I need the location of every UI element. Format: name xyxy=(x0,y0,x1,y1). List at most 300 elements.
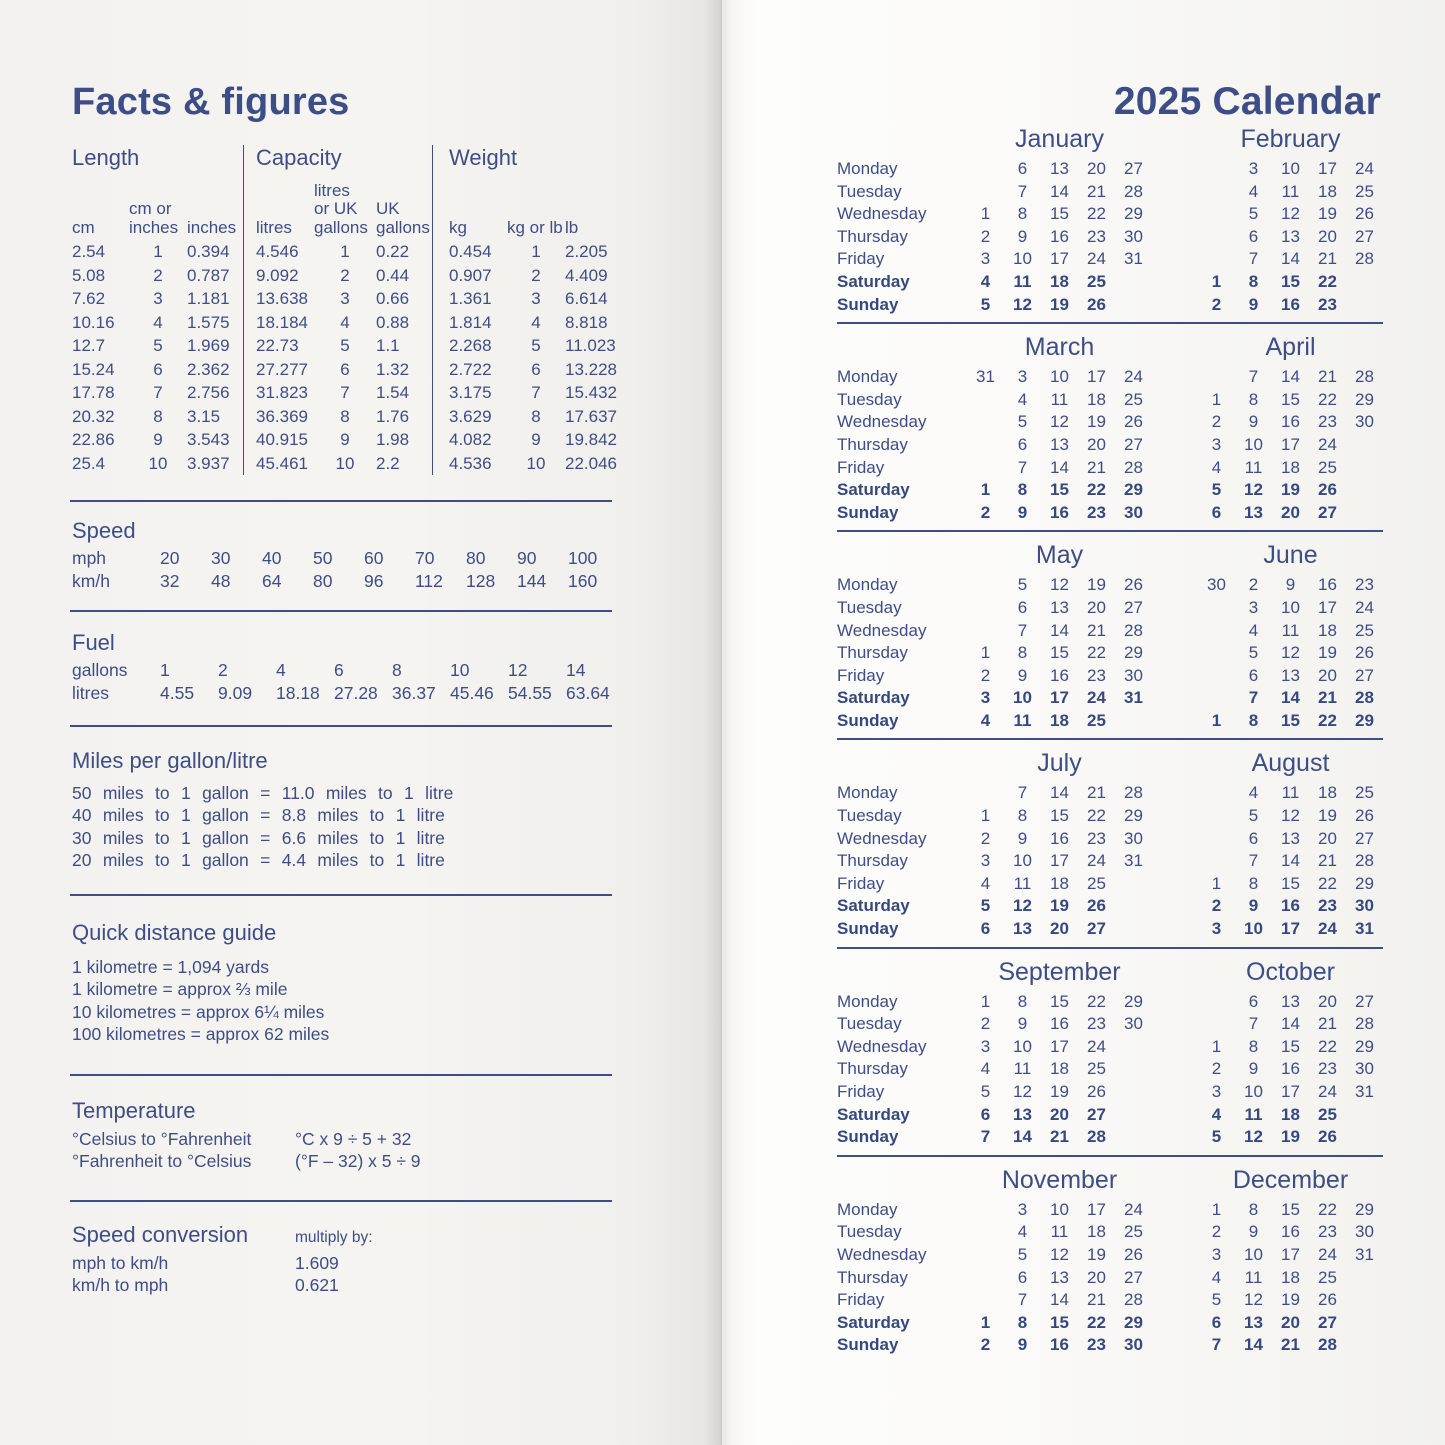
date-cell: 14 xyxy=(1281,249,1300,269)
conversion-group-length xyxy=(72,145,243,475)
date-cell: 26 xyxy=(1087,294,1106,314)
date-cell: 9 xyxy=(1017,665,1028,685)
distance-section xyxy=(72,920,612,1045)
date-cell: 17 xyxy=(1281,919,1300,939)
day-label: Monday xyxy=(837,367,898,387)
text-line: 20 miles to 1 gallon = 4.4 miles to 1 litre xyxy=(72,849,445,870)
date-cell: 24 xyxy=(1355,597,1374,617)
date-cell: 22 xyxy=(1087,643,1106,663)
date-cell: 13 xyxy=(1281,828,1300,848)
date-cell: 8 xyxy=(1248,873,1259,893)
value-cell: 160 xyxy=(568,571,598,591)
date-cell: 30 xyxy=(1124,1335,1143,1355)
date-cell: 5 xyxy=(1211,480,1222,500)
date-cell: 9 xyxy=(1248,1222,1259,1242)
table-cell: 4 xyxy=(340,312,350,332)
date-cell: 10 xyxy=(1013,688,1032,708)
date-cell: 7 xyxy=(1017,783,1028,803)
table-cell: 3.15 xyxy=(187,406,221,426)
table-cell: 3.629 xyxy=(449,406,492,426)
date-cell: 2 xyxy=(1211,1059,1222,1079)
date-cell: 17 xyxy=(1050,688,1069,708)
column-header: inches xyxy=(187,217,237,237)
date-cell: 14 xyxy=(1050,783,1069,803)
date-cell: 21 xyxy=(1087,181,1106,201)
date-cell: 20 xyxy=(1050,919,1069,939)
value-cell: 144 xyxy=(517,571,547,591)
date-cell: 1 xyxy=(1211,271,1222,291)
date-cell: 4 xyxy=(1017,1222,1028,1242)
date-cell: 11 xyxy=(1013,1059,1032,1079)
date-cell: 25 xyxy=(1318,1104,1337,1124)
day-label: Wednesday xyxy=(837,1036,927,1056)
date-cell: 22 xyxy=(1318,1199,1337,1219)
table-cell: 0.454 xyxy=(449,242,492,261)
date-cell: 7 xyxy=(1248,1014,1259,1034)
date-cell: 16 xyxy=(1281,1222,1300,1242)
date-cell: 26 xyxy=(1318,1290,1337,1310)
date-cell: 4 xyxy=(1017,389,1028,409)
date-cell: 13 xyxy=(1050,434,1069,454)
table-cell: 1.98 xyxy=(376,430,410,449)
day-label: Sunday xyxy=(837,1335,899,1355)
pair-value: 1.609 xyxy=(295,1253,339,1273)
date-cell: 5 xyxy=(980,1082,991,1101)
month-name: March xyxy=(1024,333,1095,362)
date-cell: 18 xyxy=(1087,389,1106,409)
date-cell: 2 xyxy=(980,828,991,848)
date-cell: 29 xyxy=(1124,480,1143,500)
date-cell: 14 xyxy=(1050,1290,1069,1310)
date-cell: 2 xyxy=(1211,1222,1222,1242)
date-cell: 26 xyxy=(1087,896,1106,916)
date-cell: 25 xyxy=(1087,710,1106,730)
table-cell: 6 xyxy=(340,359,350,379)
date-cell: 28 xyxy=(1355,1014,1374,1034)
table-cell: 8 xyxy=(531,406,541,426)
text-line: 1 kilometre = 1,094 yards xyxy=(72,957,269,977)
date-cell: 23 xyxy=(1087,1335,1106,1355)
value-cell: 40 xyxy=(262,548,282,568)
date-cell: 18 xyxy=(1050,710,1069,730)
value-cell: 18.18 xyxy=(276,683,320,703)
table-cell: 12.7 xyxy=(72,336,106,355)
conversion-group-capacity xyxy=(243,145,432,475)
date-cell: 9 xyxy=(1017,1335,1028,1355)
table-cell: 6.614 xyxy=(565,289,608,308)
date-cell: 4 xyxy=(1211,457,1222,477)
date-cell: 29 xyxy=(1355,389,1374,409)
date-cell: 31 xyxy=(1355,1244,1374,1264)
date-cell: 27 xyxy=(1124,159,1143,178)
speed-section xyxy=(72,518,612,593)
date-cell: 10 xyxy=(1013,851,1032,871)
date-cell: 6 xyxy=(1248,226,1259,246)
table-cell: 1.76 xyxy=(376,406,410,426)
pair-value: (°F – 32) x 5 ÷ 9 xyxy=(295,1151,421,1172)
divider-rule xyxy=(70,894,612,896)
day-label: Wednesday xyxy=(837,828,927,848)
day-label: Thursday xyxy=(837,226,908,246)
day-label: Saturday xyxy=(837,896,910,916)
date-cell: 26 xyxy=(1124,575,1143,595)
calendar-page xyxy=(722,0,1445,1445)
book-spine-crease xyxy=(721,0,723,1445)
date-cell: 19 xyxy=(1087,575,1106,595)
table-cell: 17.637 xyxy=(565,406,617,426)
date-cell: 13 xyxy=(1281,991,1300,1011)
table-cell: 2.756 xyxy=(187,383,230,402)
table-cell: 9 xyxy=(340,430,350,449)
date-cell: 26 xyxy=(1318,1127,1337,1147)
pair-row xyxy=(72,1252,612,1274)
month-name: December xyxy=(1232,1165,1349,1194)
day-label: Friday xyxy=(837,457,885,477)
month-name: September xyxy=(998,957,1121,986)
value-cell: 112 xyxy=(415,571,443,591)
date-cell: 6 xyxy=(1017,597,1028,617)
date-cell: 30 xyxy=(1124,502,1143,522)
table-cell: 22.046 xyxy=(565,453,617,473)
date-cell: 7 xyxy=(980,1127,991,1147)
month-name: November xyxy=(1001,1165,1118,1194)
day-label: Thursday xyxy=(837,643,908,663)
divider-rule xyxy=(70,725,612,727)
date-cell: 30 xyxy=(1355,412,1374,432)
date-cell: 11 xyxy=(1244,457,1263,477)
temperature-rows xyxy=(72,1128,612,1173)
date-cell: 21 xyxy=(1050,1127,1069,1147)
date-cell: 5 xyxy=(980,294,991,314)
table-cell: 6 xyxy=(531,359,541,379)
date-cell: 12 xyxy=(1050,1244,1069,1264)
date-cell: 13 xyxy=(1244,1312,1263,1332)
date-cell: 20 xyxy=(1087,1267,1106,1287)
section-heading: Quick distance guide xyxy=(72,920,277,945)
date-cell: 9 xyxy=(1248,1059,1259,1079)
section-heading: Miles per gallon/litre xyxy=(72,748,268,773)
day-label: Sunday xyxy=(837,502,899,522)
date-cell: 4 xyxy=(980,1059,991,1079)
date-cell: 4 xyxy=(1211,1104,1222,1124)
date-cell: 2 xyxy=(980,502,991,522)
date-cell: 5 xyxy=(1211,1127,1222,1147)
date-cell: 9 xyxy=(1248,896,1259,916)
date-cell: 8 xyxy=(1017,991,1028,1011)
date-cell: 6 xyxy=(1211,502,1222,522)
date-cell: 9 xyxy=(1248,294,1259,314)
date-cell: 19 xyxy=(1050,896,1069,916)
table-cell: 5.08 xyxy=(72,265,106,285)
row-label: litres xyxy=(72,683,109,703)
table-cell: 3 xyxy=(153,289,163,308)
date-cell: 1 xyxy=(1211,1199,1222,1219)
date-cell: 16 xyxy=(1281,1059,1300,1079)
date-cell: 12 xyxy=(1013,1082,1032,1101)
date-cell: 10 xyxy=(1281,159,1300,178)
text-line: 1 kilometre = approx ⅔ mile xyxy=(72,979,288,1000)
date-cell: 12 xyxy=(1281,204,1300,224)
divider-rule xyxy=(70,1074,612,1076)
date-cell: 29 xyxy=(1124,991,1143,1011)
date-cell: 26 xyxy=(1355,643,1374,663)
date-cell: 20 xyxy=(1281,502,1300,522)
date-cell: 19 xyxy=(1087,412,1106,432)
table-cell: 0.907 xyxy=(449,265,492,285)
date-cell: 5 xyxy=(980,896,991,916)
date-cell: 11 xyxy=(1013,873,1032,893)
date-cell: 20 xyxy=(1318,991,1337,1011)
pair-label: km/h to mph xyxy=(72,1275,169,1296)
date-cell: 11 xyxy=(1244,1267,1263,1287)
date-cell: 31 xyxy=(1124,688,1143,708)
date-cell: 13 xyxy=(1050,597,1069,617)
date-cell: 13 xyxy=(1013,1104,1032,1124)
date-cell: 27 xyxy=(1124,597,1143,617)
date-cell: 15 xyxy=(1281,873,1300,893)
date-cell: 9 xyxy=(1017,226,1028,246)
table-cell: 1.814 xyxy=(449,312,492,332)
calendar-band xyxy=(837,1165,1383,1363)
date-cell: 19 xyxy=(1318,806,1337,826)
date-cell: 9 xyxy=(1017,502,1028,522)
text-line: 30 miles to 1 gallon = 6.6 miles to 1 litre xyxy=(72,827,445,848)
date-cell: 5 xyxy=(1017,1244,1028,1264)
date-cell: 21 xyxy=(1281,1335,1300,1355)
date-cell: 30 xyxy=(1124,1014,1143,1034)
date-cell: 28 xyxy=(1355,688,1374,708)
date-cell: 29 xyxy=(1124,204,1143,224)
date-cell: 24 xyxy=(1087,688,1106,708)
date-cell: 16 xyxy=(1318,575,1337,595)
table-cell: 3 xyxy=(531,289,541,308)
date-cell: 18 xyxy=(1087,1222,1106,1242)
table-cell: 2.2 xyxy=(376,453,400,473)
date-cell: 26 xyxy=(1124,1244,1143,1264)
table-cell: 7 xyxy=(531,383,541,402)
table-cell: 1.361 xyxy=(449,289,492,308)
date-cell: 19 xyxy=(1050,1082,1069,1101)
date-cell: 2 xyxy=(1211,412,1222,432)
date-cell: 5 xyxy=(1248,643,1259,663)
multiply-by-note: multiply by: xyxy=(295,1229,373,1246)
date-cell: 15 xyxy=(1050,480,1069,500)
calendar-title: 2025 Calendar xyxy=(1113,80,1381,124)
date-cell: 25 xyxy=(1318,457,1337,477)
table-cell: 22.86 xyxy=(72,430,115,449)
date-cell: 23 xyxy=(1318,896,1337,916)
date-cell: 24 xyxy=(1087,1036,1106,1056)
date-cell: 25 xyxy=(1087,271,1106,291)
column-header: kg xyxy=(449,217,467,237)
table-cell: 15.432 xyxy=(565,383,617,402)
date-cell: 12 xyxy=(1244,480,1263,500)
table-cell: 27.277 xyxy=(256,359,308,379)
date-cell: 22 xyxy=(1087,991,1106,1011)
date-cell: 3 xyxy=(980,688,991,708)
date-cell: 22 xyxy=(1318,873,1337,893)
date-cell: 15 xyxy=(1050,991,1069,1011)
day-label: Wednesday xyxy=(837,412,927,432)
table-cell: 8 xyxy=(153,406,163,426)
date-cell: 14 xyxy=(1244,1335,1263,1355)
table-cell: 9 xyxy=(153,430,163,449)
day-label: Thursday xyxy=(837,434,908,454)
day-label: Saturday xyxy=(837,271,910,291)
date-cell: 1 xyxy=(1211,710,1222,730)
date-cell: 5 xyxy=(1248,806,1259,826)
table-cell: 2.54 xyxy=(72,242,106,261)
speed-conversion-section xyxy=(72,1222,612,1297)
date-cell: 16 xyxy=(1050,1014,1069,1034)
facts-figures-page xyxy=(0,0,722,1445)
date-cell: 19 xyxy=(1281,480,1300,500)
column-header: lb xyxy=(565,217,579,237)
date-cell: 23 xyxy=(1087,828,1106,848)
date-cell: 25 xyxy=(1124,1222,1143,1242)
day-label: Tuesday xyxy=(837,1222,902,1242)
date-cell: 16 xyxy=(1050,828,1069,848)
table-cell: 25.4 xyxy=(72,453,106,473)
divider-rule xyxy=(70,610,612,612)
day-label: Saturday xyxy=(837,480,910,500)
table-cell: 7 xyxy=(340,383,350,402)
date-cell: 27 xyxy=(1355,991,1374,1011)
value-row xyxy=(72,659,612,682)
date-cell: 5 xyxy=(1017,412,1028,432)
value-cell: 90 xyxy=(517,548,537,568)
date-cell: 15 xyxy=(1050,1312,1069,1332)
conversion-grid xyxy=(449,180,617,475)
date-cell: 4 xyxy=(1248,620,1259,640)
table-cell: 1.575 xyxy=(187,312,230,332)
date-cell: 2 xyxy=(1211,294,1222,314)
table-cell: 1.969 xyxy=(187,336,230,355)
date-cell: 23 xyxy=(1087,502,1106,522)
date-cell: 25 xyxy=(1087,1059,1106,1079)
date-cell: 17 xyxy=(1281,1244,1300,1264)
date-cell: 10 xyxy=(1244,434,1263,454)
date-cell: 6 xyxy=(1017,1267,1028,1287)
date-cell: 15 xyxy=(1281,389,1300,409)
date-cell: 27 xyxy=(1087,919,1106,939)
date-cell: 26 xyxy=(1318,480,1337,500)
date-cell: 6 xyxy=(980,1104,991,1124)
date-cell: 12 xyxy=(1244,1290,1263,1310)
day-label: Saturday xyxy=(837,1312,910,1332)
date-cell: 8 xyxy=(1017,1312,1028,1332)
value-cell: 96 xyxy=(364,571,384,591)
value-cell: 4.55 xyxy=(160,683,195,703)
column-header: litres or UK gallons xyxy=(314,180,368,237)
date-cell: 23 xyxy=(1087,226,1106,246)
date-cell: 18 xyxy=(1050,873,1069,893)
date-cell: 27 xyxy=(1124,434,1143,454)
table-cell: 11.023 xyxy=(565,336,616,355)
date-cell: 18 xyxy=(1318,181,1337,201)
table-cell: 3.175 xyxy=(449,383,492,402)
table-cell: 4.082 xyxy=(449,430,492,449)
value-cell: 1 xyxy=(160,660,170,680)
date-cell: 23 xyxy=(1318,294,1337,314)
value-cell: 63.64 xyxy=(566,683,610,703)
date-cell: 11 xyxy=(1013,271,1032,291)
date-cell: 20 xyxy=(1087,159,1106,178)
date-cell: 12 xyxy=(1281,643,1300,663)
date-cell: 19 xyxy=(1087,1244,1106,1264)
pair-value: 0.621 xyxy=(295,1275,339,1296)
table-cell: 31.823 xyxy=(256,383,308,402)
date-cell: 20 xyxy=(1050,1104,1069,1124)
date-cell: 29 xyxy=(1355,1199,1374,1219)
day-label: Monday xyxy=(837,783,898,803)
date-cell: 17 xyxy=(1087,1199,1106,1219)
date-cell: 1 xyxy=(980,480,991,500)
date-cell: 27 xyxy=(1124,1267,1143,1287)
date-cell: 8 xyxy=(1017,643,1028,663)
date-cell: 24 xyxy=(1318,1244,1337,1264)
date-cell: 21 xyxy=(1318,1014,1337,1034)
date-cell: 16 xyxy=(1050,502,1069,522)
date-cell: 7 xyxy=(1017,620,1028,640)
day-label: Thursday xyxy=(837,1059,908,1079)
text-line: 100 kilometres = approx 62 miles xyxy=(72,1023,330,1044)
value-cell: 60 xyxy=(364,548,384,568)
date-cell: 28 xyxy=(1124,1290,1143,1310)
day-label: Wednesday xyxy=(837,204,927,224)
date-cell: 2 xyxy=(980,1335,991,1355)
date-cell: 9 xyxy=(1017,1014,1028,1034)
table-cell: 10 xyxy=(148,453,168,473)
month-name: August xyxy=(1251,749,1330,778)
month-name: April xyxy=(1265,333,1316,362)
date-cell: 16 xyxy=(1050,1335,1069,1355)
date-cell: 27 xyxy=(1355,828,1374,848)
speed-conversion-heading-row xyxy=(72,1222,612,1248)
month-name: June xyxy=(1263,541,1318,570)
table-cell: 2.268 xyxy=(449,336,492,355)
date-cell: 16 xyxy=(1281,294,1300,314)
day-label: Friday xyxy=(837,1290,885,1310)
date-cell: 2 xyxy=(980,665,991,685)
date-cell: 22 xyxy=(1318,271,1337,291)
value-row xyxy=(72,570,612,593)
date-cell: 28 xyxy=(1355,367,1374,387)
date-cell: 10 xyxy=(1244,1082,1263,1101)
table-cell: 6 xyxy=(153,359,163,379)
date-cell: 28 xyxy=(1087,1127,1106,1147)
date-cell: 5 xyxy=(1017,575,1028,595)
date-cell: 20 xyxy=(1318,665,1337,685)
date-cell: 27 xyxy=(1318,1312,1337,1332)
date-cell: 22 xyxy=(1087,204,1106,224)
date-cell: 29 xyxy=(1355,1036,1374,1056)
date-cell: 17 xyxy=(1281,1082,1300,1101)
date-cell: 20 xyxy=(1318,226,1337,246)
date-cell: 15 xyxy=(1281,1036,1300,1056)
date-cell: 17 xyxy=(1087,367,1106,387)
table-cell: 0.44 xyxy=(376,265,410,285)
table-cell: 3.543 xyxy=(187,430,230,449)
date-cell: 21 xyxy=(1087,457,1106,477)
date-cell: 4 xyxy=(1211,1267,1222,1287)
date-cell: 12 xyxy=(1013,294,1032,314)
date-cell: 1 xyxy=(1211,1036,1222,1056)
table-cell: 9 xyxy=(531,430,541,449)
date-cell: 8 xyxy=(1017,806,1028,826)
table-cell: 1.54 xyxy=(376,383,410,402)
temperature-section xyxy=(72,1098,612,1173)
